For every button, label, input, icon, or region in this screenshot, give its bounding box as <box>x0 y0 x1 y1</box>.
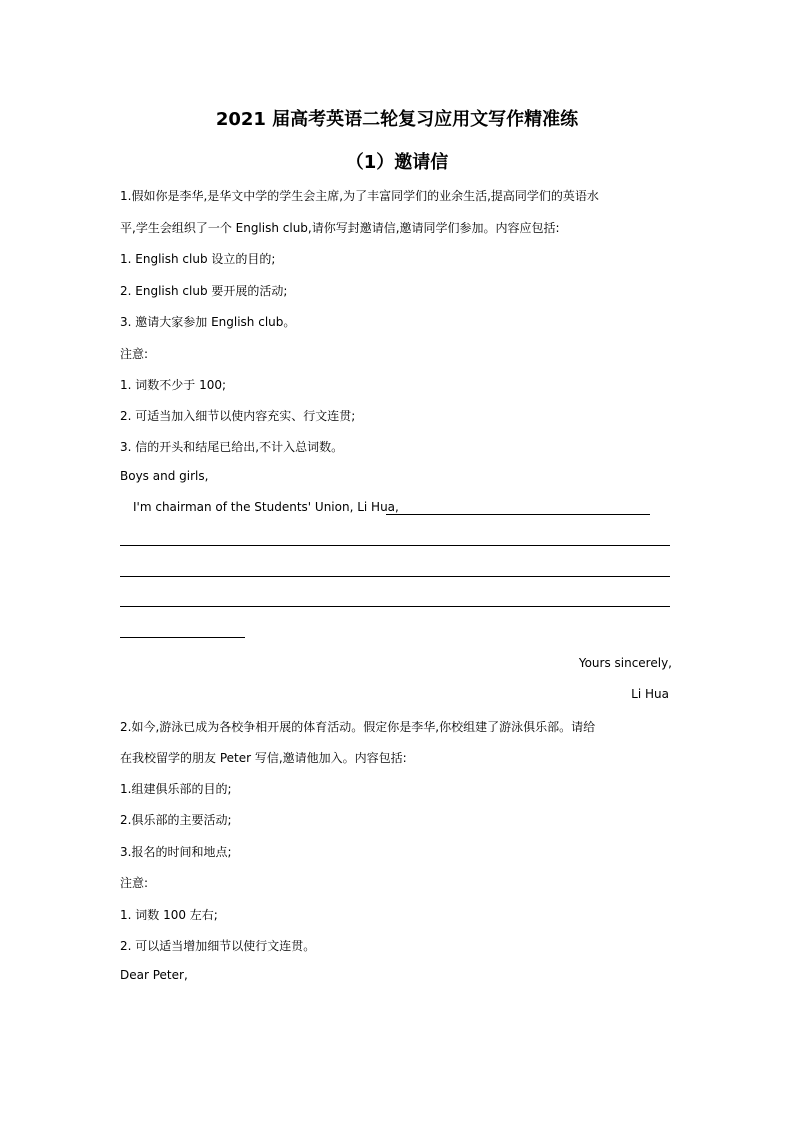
answer-line[interactable] <box>120 545 670 546</box>
page-subtitle: （1）邀请信 <box>345 152 449 173</box>
answer-line[interactable] <box>386 514 650 515</box>
task2-prompt-line1: 2.如今,游泳已成为各校争相开展的体育活动。假定你是李华,你校组建了游泳俱乐部。请给 <box>120 720 596 734</box>
page-title: 2021 届高考英语二轮复习应用文写作精准练 <box>215 109 579 130</box>
task1-item: 3. 邀请大家参加 English club。 <box>120 315 296 329</box>
task1-signature: Li Hua <box>631 687 669 701</box>
task2-notes-title: 注意: <box>120 876 149 890</box>
task2-note: 2. 可以适当增加细节以使行文连贯。 <box>120 939 316 953</box>
task1-note: 2. 可适当加入细节以使内容充实、行文连贯; <box>120 409 356 423</box>
answer-line[interactable] <box>120 606 670 607</box>
task1-notes-title: 注意: <box>120 347 149 361</box>
task1-prompt-line2: 平,学生会组织了一个 English club,请你写封邀请信,邀请同学们参加。内容应包括: <box>120 221 560 235</box>
task2-note: 1. 词数 100 左右; <box>120 908 218 922</box>
task2-item: 1.组建俱乐部的目的; <box>120 782 232 796</box>
answer-line[interactable] <box>120 637 245 638</box>
task2-prompt-line2: 在我校留学的朋友 Peter 写信,邀请他加入。内容包括: <box>120 751 407 765</box>
answer-line[interactable] <box>120 576 670 577</box>
task1-prompt-line1: 1.假如你是李华,是华文中学的学生会主席,为了丰富同学们的业余生活,提高同学们的英语水 <box>120 189 599 203</box>
task1-item: 1. English club 设立的目的; <box>120 252 276 266</box>
task1-salutation: Boys and girls, <box>120 469 209 483</box>
task2-item: 3.报名的时间和地点; <box>120 845 232 859</box>
task1-opening: I'm chairman of the Students' Union, Li Hua, <box>133 500 399 514</box>
task1-note: 3. 信的开头和结尾已给出,不计入总词数。 <box>120 440 344 454</box>
task1-closing: Yours sincerely, <box>578 656 672 670</box>
task2-salutation: Dear Peter, <box>120 968 188 982</box>
task2-item: 2.俱乐部的主要活动; <box>120 813 232 827</box>
task1-note: 1. 词数不少于 100; <box>120 378 227 392</box>
task1-item: 2. English club 要开展的活动; <box>120 284 288 298</box>
